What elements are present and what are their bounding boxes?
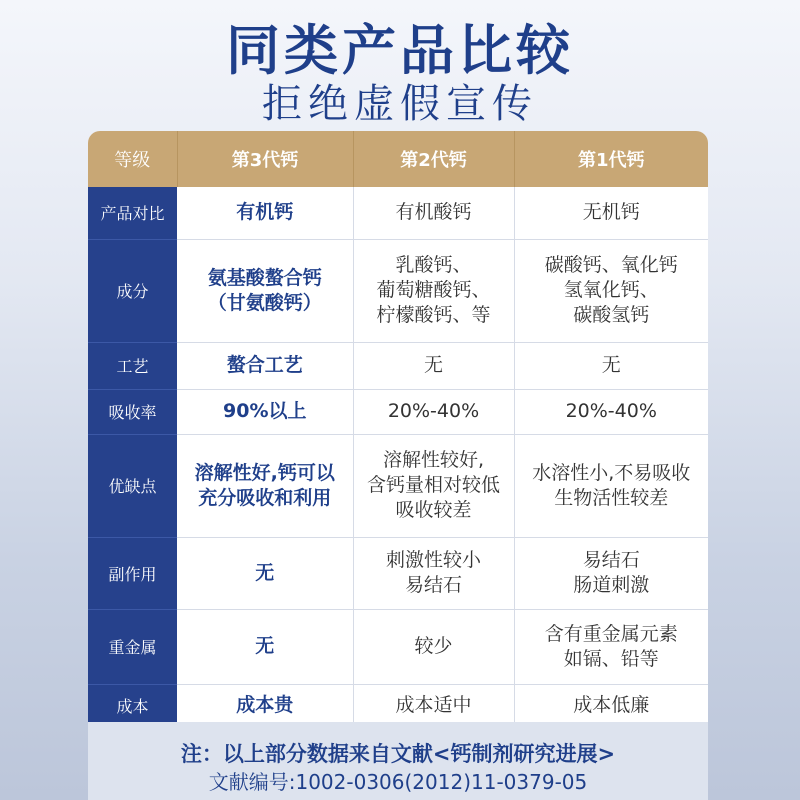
table-header-row xyxy=(88,131,708,187)
cell-gen2: 乳酸钙、 葡萄糖酸钙、 柠檬酸钙、等 xyxy=(353,239,514,342)
cell-gen1: 碳酸钙、氧化钙 氢氧化钙、 碳酸氢钙 xyxy=(514,239,708,342)
page-subtitle: 拒绝虚假宣传 xyxy=(262,81,538,127)
cell-gen2: 溶解性较好, 含钙量相对较低 吸收较差 xyxy=(353,434,514,537)
cell-gen2: 无 xyxy=(353,342,514,389)
row-label: 吸收率 xyxy=(88,389,177,434)
cell-gen1: 水溶性小,不易吸收 生物活性较差 xyxy=(514,434,708,537)
cell-gen3: 成本贵 xyxy=(177,684,353,726)
column-header-gen1: 第1代钙 xyxy=(514,131,708,187)
table-row xyxy=(88,609,708,684)
cell-gen2: 20%-40% xyxy=(353,389,514,434)
row-label: 优缺点 xyxy=(88,434,177,537)
cell-gen2: 有机酸钙 xyxy=(353,187,514,239)
table-row xyxy=(88,684,708,726)
cell-gen2: 较少 xyxy=(353,609,514,684)
cell-gen1: 无机钙 xyxy=(514,187,708,239)
cell-gen3: 氨基酸螯合钙 （甘氨酸钙） xyxy=(177,239,353,342)
cell-gen1: 无 xyxy=(514,342,708,389)
row-label: 副作用 xyxy=(88,537,177,609)
cell-gen3: 有机钙 xyxy=(177,187,353,239)
reference-number: 文献编号:1002-0306(2012)11-0379-05 xyxy=(208,770,588,794)
cell-gen3: 90%以上 xyxy=(177,389,353,434)
table-row xyxy=(88,239,708,342)
source-note: 注：以上部分数据来自文献<钙制剂研究进展> xyxy=(180,742,616,766)
table-row xyxy=(88,389,708,434)
cell-gen1: 成本低廉 xyxy=(514,684,708,726)
cell-gen3: 溶解性好,钙可以 充分吸收和利用 xyxy=(177,434,353,537)
row-label: 成本 xyxy=(88,684,177,726)
page-title: 同类产品比较 xyxy=(226,19,574,82)
table-row xyxy=(88,342,708,389)
cell-gen1: 含有重金属元素 如镉、铅等 xyxy=(514,609,708,684)
comparison-table xyxy=(88,131,708,727)
column-header-grade: 等级 xyxy=(88,131,177,187)
cell-gen1: 易结石 肠道刺激 xyxy=(514,537,708,609)
column-header-gen3: 第3代钙 xyxy=(177,131,353,187)
cell-gen3: 螯合工艺 xyxy=(177,342,353,389)
cell-gen2: 成本适中 xyxy=(353,684,514,726)
table-row xyxy=(88,434,708,537)
table-row xyxy=(88,537,708,609)
row-label: 产品对比 xyxy=(88,187,177,239)
cell-gen1: 20%-40% xyxy=(514,389,708,434)
row-label: 工艺 xyxy=(88,342,177,389)
cell-gen2: 刺激性较小 易结石 xyxy=(353,537,514,609)
row-label: 成分 xyxy=(88,239,177,342)
column-header-gen2: 第2代钙 xyxy=(353,131,514,187)
row-label: 重金属 xyxy=(88,609,177,684)
table-row xyxy=(88,187,708,239)
cell-gen3: 无 xyxy=(177,537,353,609)
cell-gen3: 无 xyxy=(177,609,353,684)
